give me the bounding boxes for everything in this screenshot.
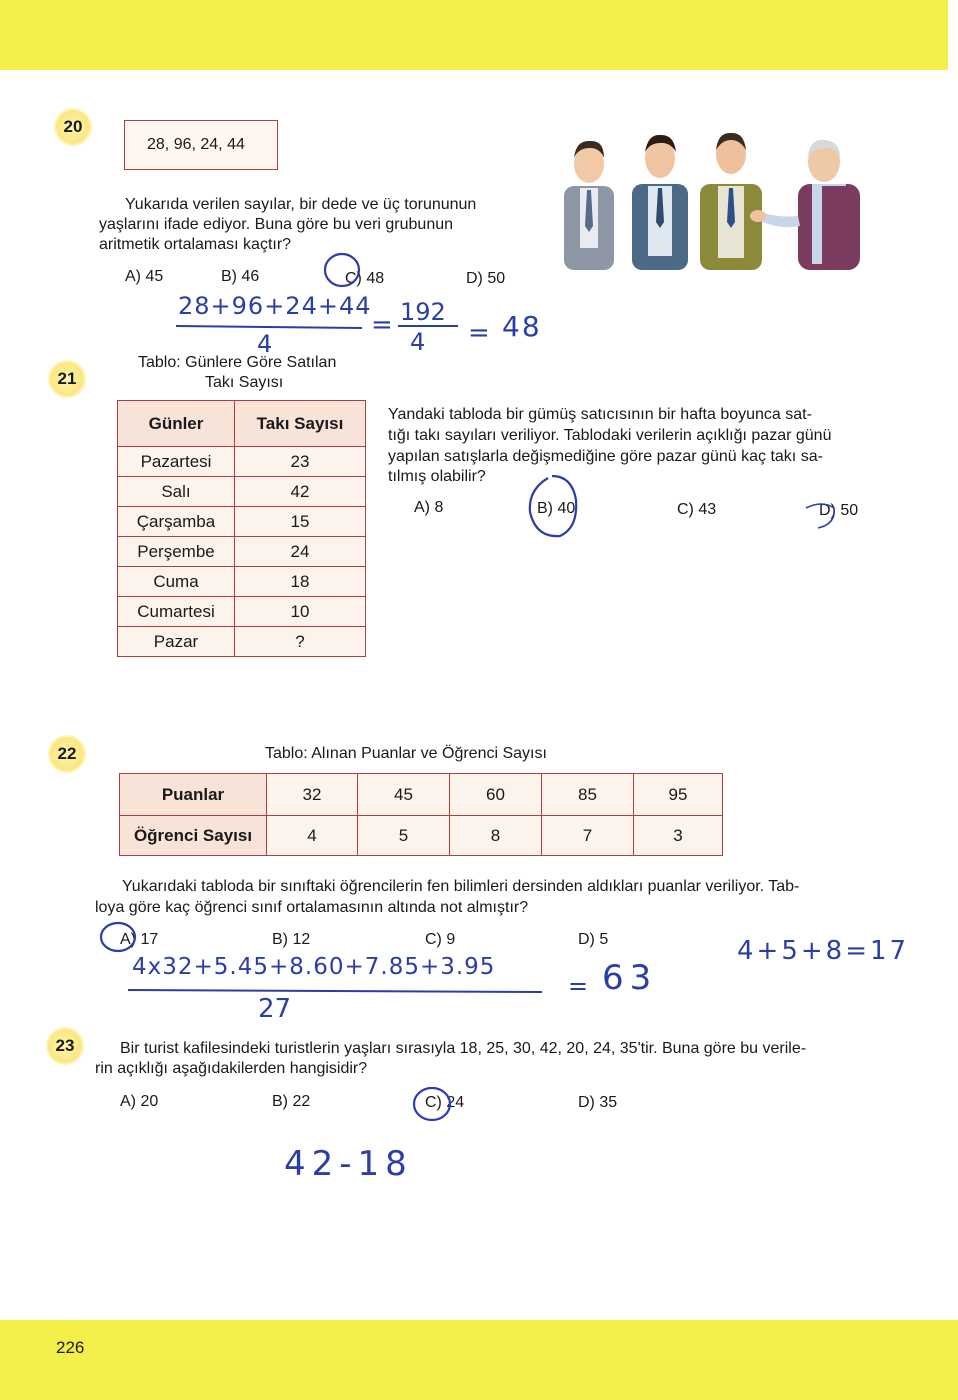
q22-text-line-2: loya göre kaç öğrenci sınıf ortalamasının altında not almıştır? [95,899,529,916]
q22-student-count-cell: 3 [634,816,723,856]
q20-data: 28, 96, 24, 44 [147,136,245,153]
q22-score-cell: 32 [267,774,358,816]
question-number-20: 20 [56,110,90,144]
q21-row-day: Pazartesi [118,447,235,477]
q21-text-line-2: tığı takı sayıları veriliyor. Tablodaki verilerin açıklığı pazar günü [388,427,832,444]
q21-row-day: Pazar [118,627,235,657]
question-number-23: 23 [48,1029,82,1063]
q22-student-count-cell: 4 [267,816,358,856]
q21-row-count: 24 [235,537,366,567]
q23-option-a[interactable]: A) 20 [120,1093,159,1110]
q22-hand-numerator: 4x32+5.45+8.60+7.85+3.95 [132,954,496,980]
q22-answer-circle [101,923,135,951]
question-number-22: 22 [50,737,84,771]
question-number-21: 21 [50,362,84,396]
q21-row-count: 18 [235,567,366,597]
q20-hand-result: 48 [502,310,542,343]
q21-header-count: Takı Sayısı [235,401,366,447]
q20-option-b[interactable]: B) 46 [221,268,260,285]
q21-caption-line-2: Takı Sayısı [205,374,284,391]
q20-hand-eq2: = [468,318,490,348]
q22-student-count-cell: 5 [358,816,450,856]
q21-stray-mark [806,504,834,528]
q21-row-count: 10 [235,597,366,627]
q21-row-count: 15 [235,507,366,537]
q21-text-line-3: yapılan satışlarla değişmediğine göre pazar günü kaç takı sa- [388,448,823,465]
q22-fraction-bar [128,990,542,992]
q21-row-day: Perşembe [118,537,235,567]
q22-hand-result: 63 [602,958,658,998]
q22-option-d[interactable]: D) 5 [578,931,609,948]
q20-hand-mid-num: 192 [400,298,446,326]
q21-row-day: Cumartesi [118,597,235,627]
q21-row-count: ? [235,627,366,657]
q22-score-cell: 45 [358,774,450,816]
q22-student-count-cell: 8 [450,816,542,856]
q22-row2-label: Öğrenci Sayısı [120,816,267,856]
q22-row1-label: Puanlar [120,774,267,816]
q23-option-c[interactable]: C) 24 [425,1094,465,1111]
q21-option-c[interactable]: C) 43 [677,501,717,518]
q23-option-b[interactable]: B) 22 [272,1093,311,1110]
q23-text-line-1: Bir turist kafilesindeki turistlerin yaşları sırasıyla 18, 25, 30, 42, 20, 24, 35'tir. Buna göre bu verile- [120,1040,807,1057]
q20-text-line-1: Yukarıda verilen sayılar, bir dede ve üç torununun [125,196,477,213]
q20-hand-numerator: 28+96+24+44 [178,292,372,320]
q20-option-d[interactable]: D) 50 [466,270,506,287]
q20-hand-eq1: = [371,310,393,340]
page-number: 226 [56,1338,85,1357]
q21-option-a[interactable]: A) 8 [414,499,444,516]
q21-row-day: Çarşamba [118,507,235,537]
q22-hand-eq: = [568,972,589,1000]
q20-hand-denominator: 4 [257,330,273,358]
q22-score-cell: 85 [542,774,634,816]
q22-score-cell: 95 [634,774,723,816]
q20-text-line-2: yaşlarını ifade ediyor. Buna göre bu veri grubunun [99,216,454,233]
q21-text-line-1: Yandaki tabloda bir gümüş satıcısının bir hafta boyunca sat- [388,406,812,423]
q22-text-line-1: Yukarıdaki tabloda bir sınıftaki öğrencilerin fen bilimleri dersinden aldıkları puanlar veriliyor. Tab- [122,878,800,895]
q20-option-a[interactable]: A) 45 [125,268,164,285]
q21-row-count: 42 [235,477,366,507]
q20-option-c[interactable]: C) 48 [345,270,385,287]
q22-option-a[interactable]: A) 17 [120,931,159,948]
q23-hand-work: 42-18 [284,1144,413,1184]
q21-caption-line-1: Tablo: Günlere Göre Satılan [138,354,337,371]
q22-option-c[interactable]: C) 9 [425,931,456,948]
q23-answer-circle [414,1088,450,1120]
q21-row-count: 23 [235,447,366,477]
q22-option-b[interactable]: B) 12 [272,931,311,948]
q23-option-d[interactable]: D) 35 [578,1094,618,1111]
q22-hand-denominator: 27 [258,994,292,1024]
q20-answer-circle [325,254,359,286]
q22-caption: Tablo: Alınan Puanlar ve Öğrenci Sayısı [265,745,547,762]
q22-score-cell: 60 [450,774,542,816]
q22-student-count-cell: 7 [542,816,634,856]
q21-row-day: Cuma [118,567,235,597]
q20-text-line-3: aritmetik ortalaması kaçtır? [99,236,292,253]
q21-option-b[interactable]: B) 40 [537,500,576,517]
q23-text-line-2: rin açıklığı aşağıdakilerden hangisidir? [95,1060,368,1077]
q20-fraction-bar [176,326,362,328]
q21-header-days: Günler [118,401,235,447]
q21-row-day: Salı [118,477,235,507]
q22-hand-right: 4+5+8=17 [737,936,910,966]
q21-option-d[interactable]: D) 50 [819,502,859,519]
q20-hand-mid-den: 4 [410,328,426,356]
q21-text-line-4: tılmış olabilir? [388,468,486,485]
q21-answer-circle [530,476,576,536]
